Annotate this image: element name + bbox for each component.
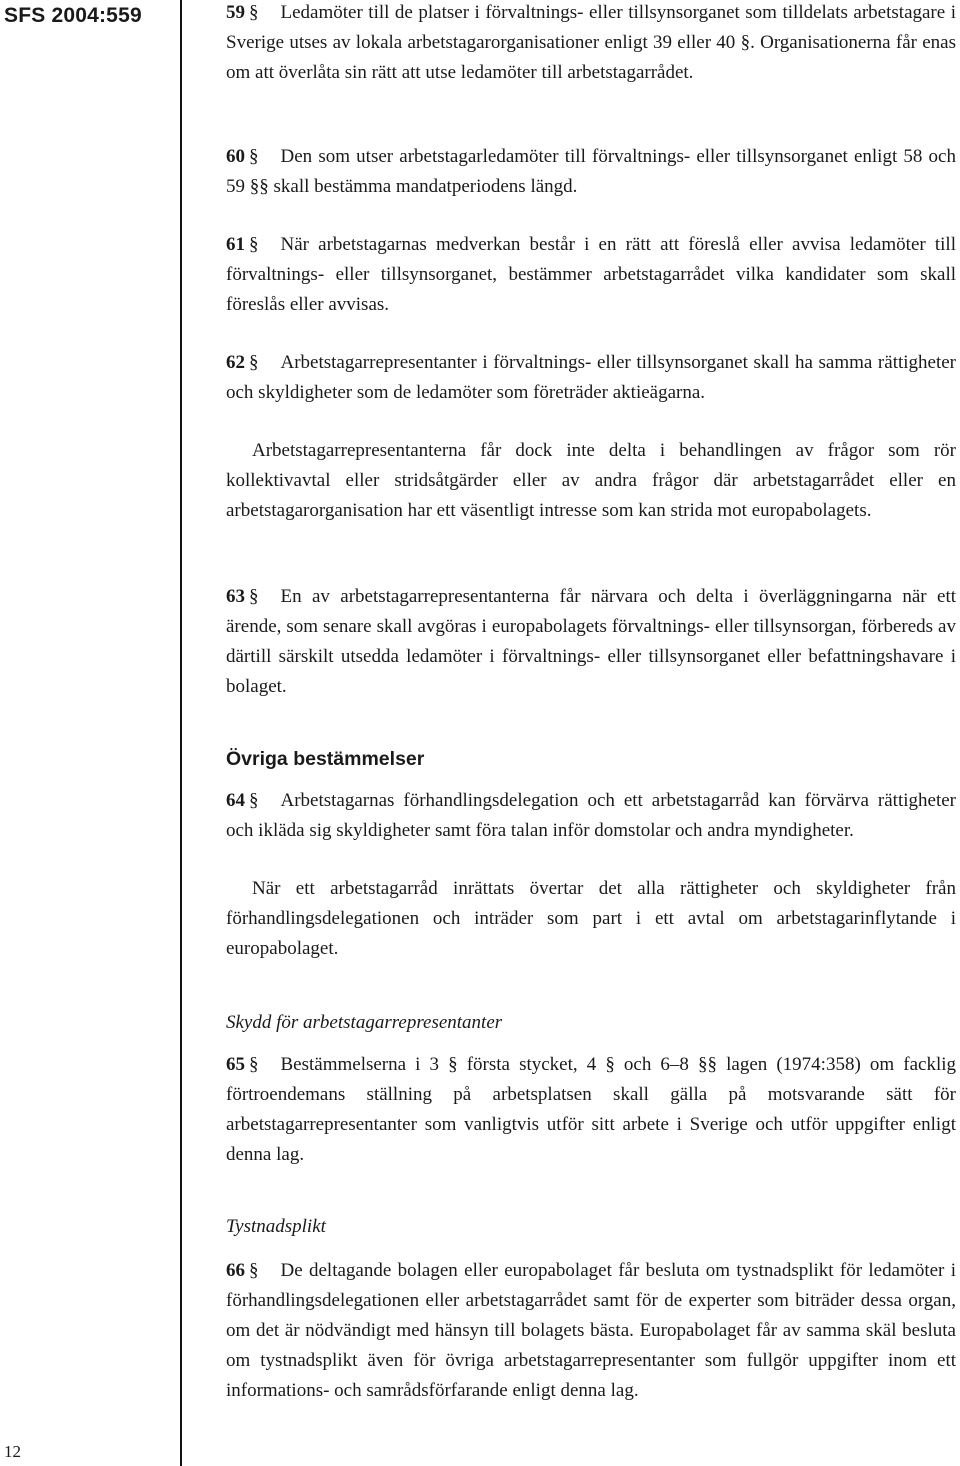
section-text: De deltagande bolagen eller europabolaget får besluta om tystnadsplikt för ledamöter i förhandlingsdelegationen eller arbetstagarrådet samt för de experter som biträder dessa organ, om det är nödvändigt med hänsyn till bolagets bästa. Europabolaget får av samma skäl besluta om tystnadsplikt även för övriga arbetstagarrepresentanter som fullgör uppgifter inom ett informations- och samrådsförfarande enligt denna lag. xyxy=(226,1260,956,1401)
section-sign: § xyxy=(249,586,259,607)
section-text: Ledamöter till de platser i förvaltnings- eller tillsynsorganet som tilldelats arbetstagare i Sverige utses av lokala arbetstagarorganisationer enligt 39 eller 40 §. Organisationerna får enas om att överlåta sin rätt att utse ledamöter till arbetstagarrådet. xyxy=(226,2,956,83)
section-sign: § xyxy=(249,790,259,811)
section-text: När arbetstagarnas medverkan består i en rätt att föreslå eller avvisa ledamöter till förvaltnings- eller tillsynsorganet, bestämmer arbetstagarrådet vilka kandidater som skall föreslås eller avvisas. xyxy=(226,234,956,315)
page-number: 12 xyxy=(4,1442,21,1461)
section-number: 63 xyxy=(226,586,245,607)
section-63 xyxy=(226,582,956,702)
section-65 xyxy=(226,1050,956,1170)
section-59 xyxy=(226,0,956,88)
section-sign: § xyxy=(249,2,259,23)
section-64 xyxy=(226,786,956,846)
section-62 xyxy=(226,348,956,408)
section-number: 65 xyxy=(226,1054,245,1075)
section-sign: § xyxy=(249,352,259,373)
section-sign: § xyxy=(249,234,259,255)
section-number: 64 xyxy=(226,790,245,811)
section-text: Arbetstagarrepresentanter i förvaltnings- eller tillsynsorganet skall ha samma rättigheter och skyldigheter som de ledamöter som företräder aktieägarna. xyxy=(226,352,956,403)
section-66 xyxy=(226,1256,956,1406)
section-sign: § xyxy=(249,1054,259,1075)
section-number: 59 xyxy=(226,2,245,23)
heading-tystnadsplikt: Tystnadsplikt xyxy=(226,1216,326,1237)
section-number: 66 xyxy=(226,1260,245,1281)
section-text: Bestämmelserna i 3 § första stycket, 4 § och 6–8 §§ lagen (1974:358) om facklig förtroendemans ställning på arbetsplatsen skall gälla på motsvarande sätt för arbetstagarrepresentanter som vanligtvis utför sitt arbete i Sverige och utför uppgifter enligt denna lag. xyxy=(226,1054,956,1165)
section-text: En av arbetstagarrepresentanterna får närvara och delta i överläggningarna när ett ärende, som senare skall avgöras i europabolagets förvaltnings- eller tillsynsorgan, förbereds av därtill särskilt utsedda ledamöter i förvaltnings- eller tillsynsorganet eller befattningshavare i bolaget. xyxy=(226,586,956,697)
section-61 xyxy=(226,230,956,320)
section-text: Arbetstagarnas förhandlingsdelegation och ett arbetstagarråd kan förvärva rättigheter och ikläda sig skyldigheter samt föra talan inför domstolar och andra myndigheter. xyxy=(226,790,956,841)
heading-ovriga-bestammelser: Övriga bestämmelser xyxy=(226,748,425,770)
section-sign: § xyxy=(249,146,259,167)
heading-skydd: Skydd för arbetstagarrepresentanter xyxy=(226,1012,503,1033)
section-sign: § xyxy=(249,1260,259,1281)
sfs-number: SFS 2004:559 xyxy=(4,4,142,27)
section-62-paragraph-2: Arbetstagarrepresentanterna får dock inte delta i behandlingen av frågor som rör kollektivavtal eller stridsåtgärder eller av andra frågor där arbetstagarrådet eller en arbetstagarorganisation har ett väsentligt intresse som kan strida mot europabolagets. xyxy=(226,440,956,521)
section-64-paragraph-2: När ett arbetstagarråd inrättats övertar det alla rättigheter och skyldigheter från förhandlingsdelegationen och inträder som part i ett avtal om arbetstagarinflytande i europabolaget. xyxy=(226,878,956,959)
section-number: 60 xyxy=(226,146,245,167)
section-60 xyxy=(226,142,956,202)
section-number: 62 xyxy=(226,352,245,373)
section-number: 61 xyxy=(226,234,245,255)
page-margin-column xyxy=(0,0,182,1466)
section-text: Den som utser arbetstagarledamöter till förvaltnings- eller tillsynsorganet enligt 58 och 59 §§ skall bestämma mandatperiodens längd. xyxy=(226,146,956,197)
